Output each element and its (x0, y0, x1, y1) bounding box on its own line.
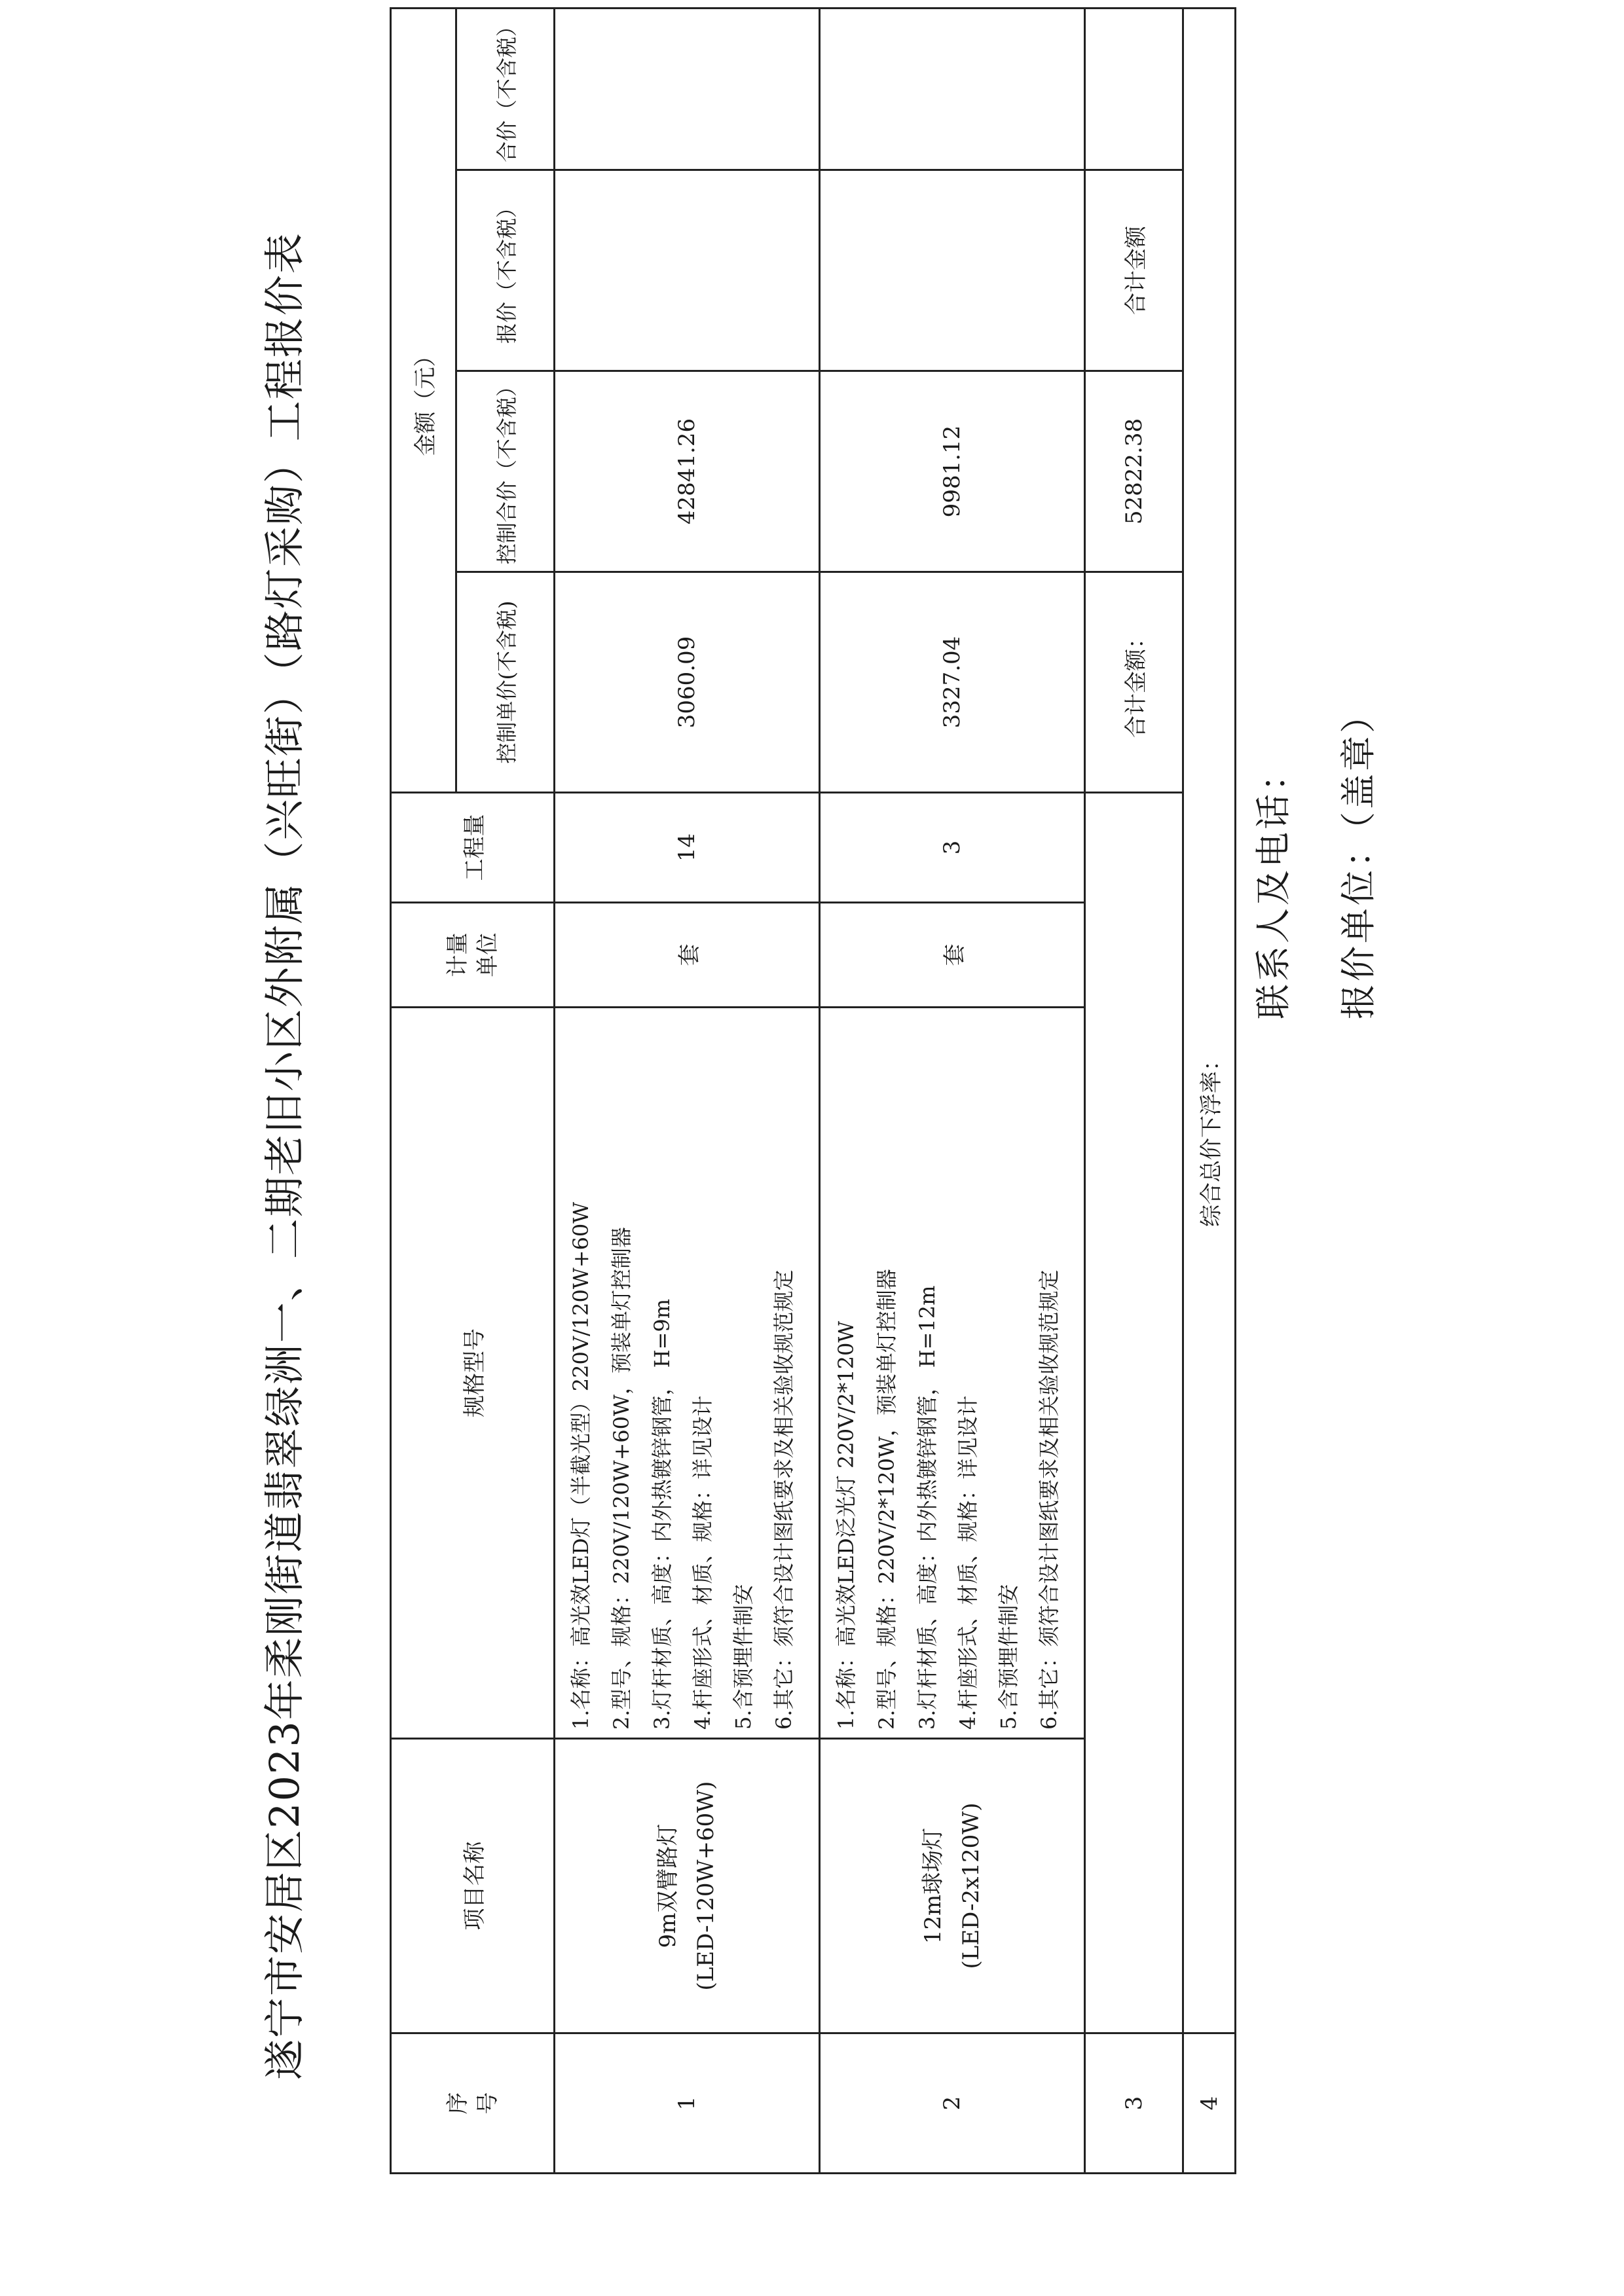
total-row (1085, 9, 1183, 2174)
row-seq: 1 (555, 2033, 820, 2174)
row-control-unit-price: 3327.04 (820, 572, 1085, 793)
total-value: 52822.38 (1085, 371, 1183, 572)
row-item-name: 12m球场灯 (LED-2x120W) (820, 1739, 1085, 2033)
row-control-unit-price: 3060.09 (555, 572, 820, 793)
contact-label: 联系人及电话： (1253, 754, 1294, 1019)
header-control-unit-price: 控制单价(不含税) (456, 572, 555, 793)
row-unit: 套 (555, 903, 820, 1008)
total-label: 合计金额： (1085, 572, 1183, 793)
total-quote-label: 合计金额 (1085, 170, 1183, 371)
total-seq: 3 (1085, 2033, 1183, 2174)
header-amount-group: 金额（元） (391, 9, 456, 793)
quote-unit-label: 报价单位：（盖章） (1338, 695, 1379, 1019)
discount-rate-label: 综合总价下浮率： (1183, 9, 1236, 2033)
header-row-1 (391, 9, 456, 2174)
table-row (555, 9, 820, 2174)
header-item-name: 项目名称 (391, 1739, 555, 2033)
row-unit: 套 (820, 903, 1085, 1008)
note-row (1183, 9, 1236, 2174)
header-quote-total: 合价（不含税） (456, 9, 555, 170)
header-quantity: 工程量 (391, 793, 555, 903)
header-quote-price: 报价（不含税） (456, 170, 555, 371)
row-seq: 2 (820, 2033, 1085, 2174)
row-quantity: 3 (820, 793, 1085, 903)
row-spec: 1.名称：高光效LED泛光灯 220V/2*120W 2.型号、规格：220V/2*120W，预装单灯控制器 3.灯杆材质、高度：内外热镀锌钢管， H=12m 4.杆座形式、材质、规格：详见设计 5.含预埋件制安 6.其它：须符合设计图纸要求及相关验收规范规定 (820, 1008, 1085, 1739)
header-seq: 序 号 (391, 2033, 555, 2174)
note-seq: 4 (1183, 2033, 1236, 2174)
table-row (820, 9, 1085, 2174)
row-control-total: 9981.12 (820, 371, 1085, 572)
row-quote-total[interactable] (555, 9, 820, 170)
header-unit: 计量 单位 (391, 903, 555, 1008)
header-control-total: 控制合价（不含税） (456, 371, 555, 572)
row-quote-price[interactable] (555, 170, 820, 371)
row-control-total: 42841.26 (555, 371, 820, 572)
header-spec: 规格型号 (391, 1008, 555, 1739)
row-quote-total[interactable] (820, 9, 1085, 170)
footer-block (1231, 695, 1401, 1019)
quote-table (390, 7, 1236, 2174)
row-quote-price[interactable] (820, 170, 1085, 371)
total-quote-value[interactable] (1085, 9, 1183, 170)
row-spec: 1.名称：高光效LED灯（半截光型）220V/120W+60W 2.型号、规格：220V/120W+60W，预装单灯控制器 3.灯杆材质、高度：内外热镀锌钢管， H=9m 4.杆座形式、材质、规格：详见设计 5.含预埋件制安 6.其它：须符合设计图纸要求及相关验收规范规定 (555, 1008, 820, 1739)
total-empty-cell (1085, 793, 1183, 2033)
row-quantity: 14 (555, 793, 820, 903)
row-item-name: 9m双臂路灯 (LED-120W+60W) (555, 1739, 820, 2033)
document-title: 遂宁市安居区2023年柔刚街道翡翠绿洲一、二期老旧小区外附属（兴旺街）（路灯采购）工程报价表 (261, 232, 308, 2080)
